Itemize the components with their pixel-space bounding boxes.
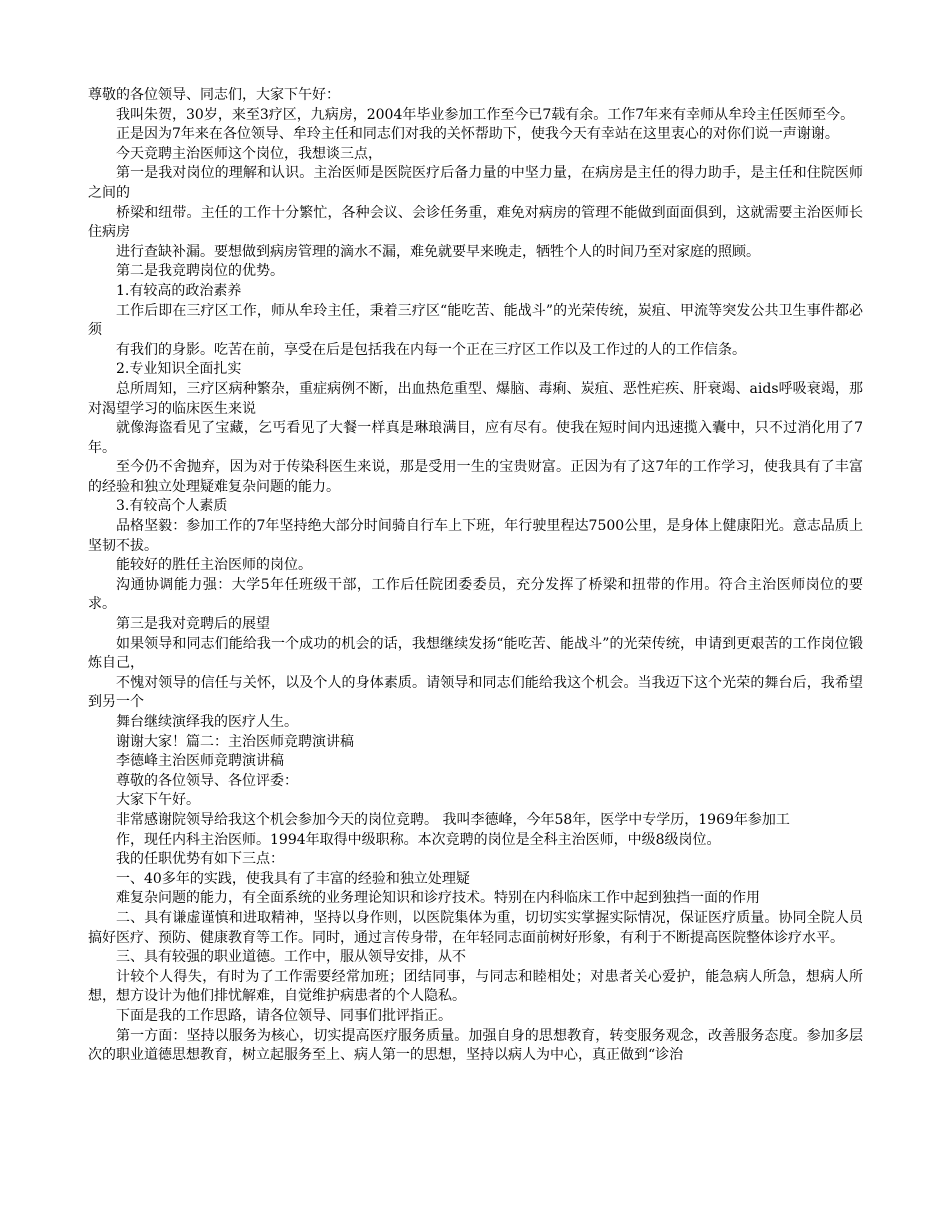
paragraph: 第一是我对岗位的理解和认识。主治医师是医院医疗后备力量的中坚力量，在病房是主任的得力助手，是主任和住院医师之间的 <box>88 165 863 201</box>
paragraph: 三、具有较强的职业道德。工作中，服从领导安排，从不 <box>116 949 466 966</box>
paragraph: 第二是我竞聘岗位的优势。 <box>116 263 284 280</box>
paragraph: 沟通协调能力强：大学5年任班级干部，工作后任院团委委员，充分发挥了桥梁和扭带的作用。符合主治医师岗位的要求。 <box>88 576 863 613</box>
paragraph: 1.有较高的政治素养 <box>116 282 242 299</box>
paragraph: 作，现任内科主治医师。1994年取得中级职称。本次竞聘的岗位是全科主治医师，中级8级岗位。 <box>116 831 721 848</box>
paragraph: 有我们的身影。吃苦在前，享受在后是包括我在内每一个正在三疗区工作以及工作过的人的工作信条。 <box>116 341 746 358</box>
paragraph: 尊敬的各位领导、同志们，大家下午好： <box>88 87 340 103</box>
paragraph: 大家下午好。 <box>116 792 200 809</box>
paragraph: 工作后即在三疗区工作，师从牟玲主任，秉着三疗区“能吃苦、能战斗”的光荣传统，炭疽、甲流等突发公共卫生事件都必须 <box>88 302 863 339</box>
paragraph: 桥梁和纽带。主任的工作十分繁忙，各种会议、会诊任务重，难免对病房的管理不能做到面面俱到，这就需要主治医师长住病房 <box>88 204 863 241</box>
paragraph: 总所周知，三疗区病种繁杂，重症病例不断，出血热危重型、爆脑、毒痢、炭疽、恶性疟疾、肝衰竭、aids呼吸衰竭，那对渴望学习的临床医生来说 <box>88 380 863 417</box>
paragraph: 就像海盗看见了宝藏，乞丐看见了大餐一样真是琳琅满目，应有尽有。使我在短时间内迅速揽入囊中，只不过消化用了7年。 <box>88 420 863 456</box>
paragraph: 我叫朱贺，30岁，来至3疗区，九病房，2004年毕业参加工作至今已7载有余。工作7年来有幸师从牟玲主任医师至今。 <box>116 106 855 123</box>
paragraph: 至今仍不舍抛弃，因为对于传染科医生来说，那是受用一生的宝贵财富。正因为有了这7年的工作学习，使我具有了丰富的经验和独立处理疑难复杂问题的能力。 <box>88 459 863 495</box>
paragraph: 正是因为7年来在各位领导、牟玲主任和同志们对我的关怀帮助下，使我今天有幸站在这里衷心的对你们说一声谢谢。 <box>116 126 839 143</box>
document-body <box>88 86 863 1066</box>
paragraph: 2.专业知识全面扎实 <box>116 361 242 378</box>
paragraph: 一、40多年的实践，使我具有了丰富的经验和独立处理疑 <box>116 870 470 887</box>
paragraph: 能较好的胜任主治医师的岗位。 <box>116 557 312 574</box>
paragraph: 今天竞聘主治医师这个岗位，我想谈三点， <box>116 145 382 162</box>
paragraph: 3.有较高个人素质 <box>116 498 228 515</box>
paragraph: 不愧对领导的信任与关怀，以及个人的身体素质。请领导和同志们能给我这个机会。当我迈下这个光荣的舞台后，我希望到另一个 <box>88 674 863 711</box>
paragraph: 非常感谢院领导给我这个机会参加今天的岗位竞聘。 我叫李德峰，今年58年，医学中专学历，1969年参加工 <box>116 811 790 828</box>
paragraph: 第一方面：坚持以服务为核心，切实提高医疗服务质量。加强自身的思想教育，转变服务观念，改善服务态度。参加多层次的职业道德思想教育，树立起服务至上、病人第一的思想，坚持以病人为中心，真正做到“诊治 <box>88 1027 863 1064</box>
paragraph: 计较个人得失，有时为了工作需要经常加班；团结同事，与同志和睦相处；对患者关心爱护，能急病人所急，想病人所想，想方设计为他们排忧解难，自觉维护病患者的个人隐私。 <box>88 968 863 1005</box>
paragraph: 下面是我的工作思路，请各位领导、同事们批评指正。 <box>116 1007 452 1024</box>
paragraph: 李德峰主治医师竞聘演讲稿 <box>116 753 284 770</box>
paragraph: 第三是我对竞聘后的展望 <box>116 616 270 633</box>
paragraph: 难复杂问题的能力，有全面系统的业务理论知识和诊疗技术。特别在内科临床工作中起到独挡一面的作用 <box>116 890 760 907</box>
paragraph: 如果领导和同志们能给我一个成功的机会的话，我想继续发扬“能吃苦、能战斗”的光荣传统，申请到更艰苦的工作岗位锻炼自己， <box>88 635 863 672</box>
paragraph: 谢谢大家！篇二：主治医师竞聘演讲稿 <box>116 733 354 750</box>
paragraph: 二、具有谦虚谨慎和进取精神，坚持以身作则，以医院集体为重，切切实实掌握实际情况，保证医疗质量。协同全院人员搞好医疗、预防、健康教育等工作。同时，通过言传身带，在年轻同志面前树好形象，有利于不断提高医院整体诊疗水平。 <box>88 909 863 946</box>
paragraph: 我的任职优势有如下三点： <box>116 851 284 868</box>
paragraph: 品格坚毅：参加工作的7年坚持绝大部分时间骑自行车上下班，年行驶里程达7500公里，是身体上健康阳光。意志品质上坚韧不拔。 <box>88 518 863 554</box>
paragraph: 舞台继续演绎我的医疗人生。 <box>116 714 298 730</box>
paragraph: 进行查缺补漏。要想做到病房管理的滴水不漏，难免就要早来晚走，牺牲个人的时间乃至对家庭的照顾。 <box>116 243 760 260</box>
paragraph: 尊敬的各位领导、各位评委： <box>116 772 298 789</box>
